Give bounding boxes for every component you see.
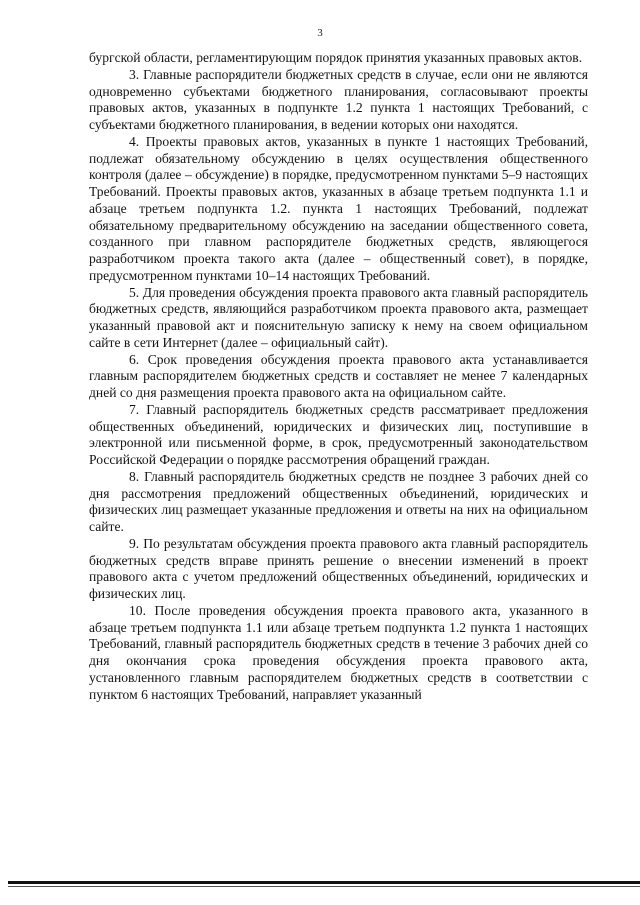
paragraph-item-5: 5. Для проведения обсуждения проекта правового акта главный распорядитель бюджетных средств, являющийся разработчиком проекта правового акта, размещает указанный правовой акт и пояснительную записку к нему на своем официальном сайте в сети Интернет (далее – официальный сайт). — [89, 284, 588, 350]
paragraph-continuation: бургской области, регламентирующим порядок принятия указанных правовых актов. — [89, 50, 583, 65]
bottom-scan-rule — [8, 881, 640, 884]
bottom-scan-rule-thin — [8, 886, 640, 887]
page-number: 3 — [317, 27, 323, 39]
paragraph-item-3: 3. Главные распорядители бюджетных средств в случае, если они не являются одновременно субъектами бюджетного планирования, согласовывают проекты правовых актов, указанных в подпункте 1.2 пункта 1 настоящих Требований, с субъектами бюджетного планирования, в ведении которых они находятся. — [89, 66, 588, 132]
paragraph-item-10: 10. После проведения обсуждения проекта правового акта, указанного в абзаце третьем подпункта 1.1 или абзаце третьем подпункта 1.2 пункта 1 настоящих Требований, главный распорядитель бюджетных средств в течение 3 рабочих дней со дня окончания срока проведения обсуждения проекта правового акта, установленного главным распорядителем бюджетных средств в соответствии с пунктом 6 настоящих Требований, направляет указанный — [89, 602, 588, 702]
paragraph-item-7: 7. Главный распорядитель бюджетных средств рассматривает предложения общественных объединений, юридических и физических лиц, поступившие в электронной или письменной форме, в срок, предусмотренный законодательством Российской Федерации о порядке рассмотрения обращений граждан. — [89, 401, 588, 467]
paragraph-item-8: 8. Главный распорядитель бюджетных средств не позднее 3 рабочих дней со дня рассмотрения предложений общественных объединений, юридических и физических лиц размещает указанные предложения и ответы на них на официальном сайте. — [89, 468, 588, 534]
paragraph-item-9: 9. По результатам обсуждения проекта правового акта главный распорядитель бюджетных средств вправе принять решение о внесении изменений в проект правового акта с учетом предложений общественных объединений, юридических и физических лиц. — [89, 535, 588, 601]
paragraph-item-6: 6. Срок проведения обсуждения проекта правового акта устанавливается главным распорядителем бюджетных средств и составляет не менее 7 календарных дней со дня размещения проекта правового акта на официальном сайте. — [89, 351, 588, 400]
document-body — [89, 50, 588, 703]
paragraph-item-4: 4. Проекты правовых актов, указанных в пункте 1 настоящих Требований, подлежат обязательному обсуждению в целях осуществления общественного контроля (далее – обсуждение) в порядке, предусмотренном пунктами 5–9 настоящих Требований. Проекты правовых актов, указанных в абзаце третьем подпункта 1.1 и абзаце третьем подпункта 1.2. пункта 1 настоящих Требований, подлежат обязательному предварительному обсуждению на заседании общественного совета, созданного при главном распорядителе бюджетных средств, являющегося разработчиком проекта такого акта (далее – общественный совет), в порядке, предусмотренном пунктами 10–14 настоящих Требований. — [89, 133, 588, 283]
